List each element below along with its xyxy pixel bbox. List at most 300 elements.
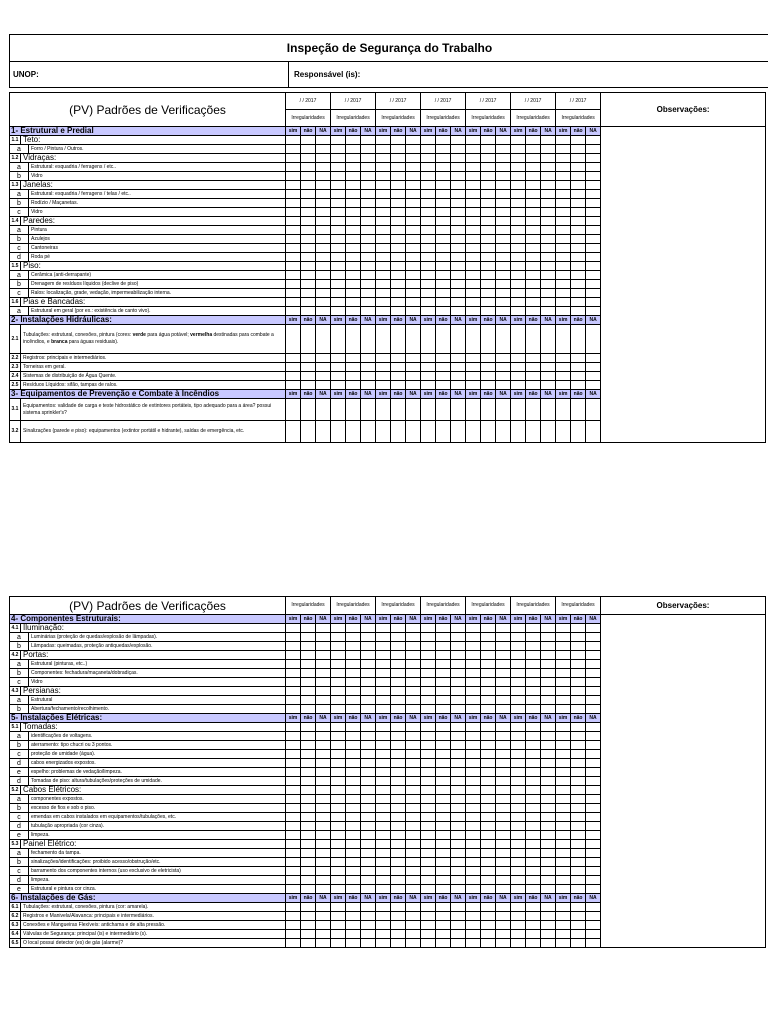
checkbox-cell[interactable] bbox=[511, 253, 526, 262]
checkbox-cell[interactable] bbox=[496, 217, 511, 226]
checkbox-cell[interactable] bbox=[556, 226, 571, 235]
checkbox-cell[interactable] bbox=[556, 768, 571, 777]
checkbox-cell[interactable] bbox=[466, 363, 481, 372]
checkbox-cell[interactable] bbox=[481, 145, 496, 154]
checkbox-cell[interactable] bbox=[481, 136, 496, 145]
checkbox-cell[interactable] bbox=[376, 867, 391, 876]
checkbox-cell[interactable] bbox=[496, 163, 511, 172]
checkbox-cell[interactable] bbox=[586, 768, 601, 777]
checkbox-cell[interactable] bbox=[466, 145, 481, 154]
checkbox-cell[interactable] bbox=[316, 813, 331, 822]
checkbox-cell[interactable] bbox=[316, 804, 331, 813]
checkbox-cell[interactable] bbox=[301, 840, 316, 849]
checkbox-cell[interactable] bbox=[556, 208, 571, 217]
checkbox-cell[interactable] bbox=[331, 226, 346, 235]
checkbox-cell[interactable] bbox=[571, 660, 586, 669]
checkbox-cell[interactable] bbox=[496, 262, 511, 271]
checkbox-cell[interactable] bbox=[316, 172, 331, 181]
checkbox-cell[interactable] bbox=[346, 199, 361, 208]
checkbox-cell[interactable] bbox=[556, 687, 571, 696]
checkbox-cell[interactable] bbox=[556, 921, 571, 930]
checkbox-cell[interactable] bbox=[301, 876, 316, 885]
checkbox-cell[interactable] bbox=[556, 678, 571, 687]
checkbox-cell[interactable] bbox=[511, 624, 526, 633]
checkbox-cell[interactable] bbox=[331, 867, 346, 876]
checkbox-cell[interactable] bbox=[586, 136, 601, 145]
checkbox-cell[interactable] bbox=[316, 741, 331, 750]
checkbox-cell[interactable] bbox=[406, 669, 421, 678]
checkbox-cell[interactable] bbox=[436, 624, 451, 633]
checkbox-cell[interactable] bbox=[316, 163, 331, 172]
checkbox-cell[interactable] bbox=[586, 325, 601, 354]
checkbox-cell[interactable] bbox=[376, 669, 391, 678]
checkbox-cell[interactable] bbox=[556, 867, 571, 876]
checkbox-cell[interactable] bbox=[301, 421, 316, 443]
checkbox-cell[interactable] bbox=[466, 921, 481, 930]
checkbox-cell[interactable] bbox=[541, 199, 556, 208]
checkbox-cell[interactable] bbox=[391, 903, 406, 912]
checkbox-cell[interactable] bbox=[481, 262, 496, 271]
checkbox-cell[interactable] bbox=[331, 660, 346, 669]
checkbox-cell[interactable] bbox=[316, 307, 331, 316]
checkbox-cell[interactable] bbox=[586, 813, 601, 822]
checkbox-cell[interactable] bbox=[586, 163, 601, 172]
checkbox-cell[interactable] bbox=[316, 669, 331, 678]
checkbox-cell[interactable] bbox=[511, 208, 526, 217]
checkbox-cell[interactable] bbox=[301, 172, 316, 181]
checkbox-cell[interactable] bbox=[331, 741, 346, 750]
checkbox-cell[interactable] bbox=[286, 381, 301, 390]
checkbox-cell[interactable] bbox=[526, 840, 541, 849]
checkbox-cell[interactable] bbox=[361, 190, 376, 199]
checkbox-cell[interactable] bbox=[331, 840, 346, 849]
checkbox-cell[interactable] bbox=[511, 903, 526, 912]
checkbox-cell[interactable] bbox=[451, 235, 466, 244]
checkbox-cell[interactable] bbox=[526, 867, 541, 876]
checkbox-cell[interactable] bbox=[466, 381, 481, 390]
checkbox-cell[interactable] bbox=[466, 849, 481, 858]
checkbox-cell[interactable] bbox=[526, 363, 541, 372]
checkbox-cell[interactable] bbox=[541, 399, 556, 421]
checkbox-cell[interactable] bbox=[421, 912, 436, 921]
checkbox-cell[interactable] bbox=[481, 687, 496, 696]
checkbox-cell[interactable] bbox=[286, 399, 301, 421]
checkbox-cell[interactable] bbox=[286, 921, 301, 930]
checkbox-cell[interactable] bbox=[541, 226, 556, 235]
checkbox-cell[interactable] bbox=[316, 154, 331, 163]
checkbox-cell[interactable] bbox=[496, 145, 511, 154]
checkbox-cell[interactable] bbox=[376, 363, 391, 372]
checkbox-cell[interactable] bbox=[301, 244, 316, 253]
checkbox-cell[interactable] bbox=[481, 244, 496, 253]
checkbox-cell[interactable] bbox=[376, 678, 391, 687]
checkbox-cell[interactable] bbox=[421, 363, 436, 372]
checkbox-cell[interactable] bbox=[391, 633, 406, 642]
checkbox-cell[interactable] bbox=[421, 732, 436, 741]
checkbox-cell[interactable] bbox=[406, 307, 421, 316]
checkbox-cell[interactable] bbox=[466, 741, 481, 750]
checkbox-cell[interactable] bbox=[571, 363, 586, 372]
checkbox-cell[interactable] bbox=[586, 669, 601, 678]
checkbox-cell[interactable] bbox=[571, 235, 586, 244]
checkbox-cell[interactable] bbox=[586, 741, 601, 750]
checkbox-cell[interactable] bbox=[421, 163, 436, 172]
checkbox-cell[interactable] bbox=[376, 768, 391, 777]
checkbox-cell[interactable] bbox=[376, 325, 391, 354]
checkbox-cell[interactable] bbox=[406, 298, 421, 307]
checkbox-cell[interactable] bbox=[496, 795, 511, 804]
checkbox-cell[interactable] bbox=[346, 642, 361, 651]
checkbox-cell[interactable] bbox=[361, 696, 376, 705]
checkbox-cell[interactable] bbox=[556, 145, 571, 154]
checkbox-cell[interactable] bbox=[421, 921, 436, 930]
checkbox-cell[interactable] bbox=[511, 669, 526, 678]
checkbox-cell[interactable] bbox=[586, 244, 601, 253]
checkbox-cell[interactable] bbox=[481, 939, 496, 948]
checkbox-cell[interactable] bbox=[286, 777, 301, 786]
checkbox-cell[interactable] bbox=[466, 154, 481, 163]
checkbox-cell[interactable] bbox=[331, 145, 346, 154]
checkbox-cell[interactable] bbox=[406, 253, 421, 262]
checkbox-cell[interactable] bbox=[586, 822, 601, 831]
checkbox-cell[interactable] bbox=[361, 687, 376, 696]
checkbox-cell[interactable] bbox=[391, 217, 406, 226]
checkbox-cell[interactable] bbox=[451, 271, 466, 280]
checkbox-cell[interactable] bbox=[466, 244, 481, 253]
checkbox-cell[interactable] bbox=[556, 660, 571, 669]
checkbox-cell[interactable] bbox=[361, 298, 376, 307]
checkbox-cell[interactable] bbox=[316, 633, 331, 642]
observacoes-cell[interactable] bbox=[601, 615, 766, 948]
checkbox-cell[interactable] bbox=[436, 363, 451, 372]
checkbox-cell[interactable] bbox=[421, 759, 436, 768]
checkbox-cell[interactable] bbox=[586, 307, 601, 316]
checkbox-cell[interactable] bbox=[316, 939, 331, 948]
checkbox-cell[interactable] bbox=[481, 795, 496, 804]
checkbox-cell[interactable] bbox=[436, 795, 451, 804]
checkbox-cell[interactable] bbox=[586, 795, 601, 804]
checkbox-cell[interactable] bbox=[436, 867, 451, 876]
checkbox-cell[interactable] bbox=[301, 912, 316, 921]
checkbox-cell[interactable] bbox=[301, 399, 316, 421]
checkbox-cell[interactable] bbox=[451, 145, 466, 154]
checkbox-cell[interactable] bbox=[526, 750, 541, 759]
checkbox-cell[interactable] bbox=[451, 840, 466, 849]
checkbox-cell[interactable] bbox=[436, 840, 451, 849]
checkbox-cell[interactable] bbox=[406, 822, 421, 831]
checkbox-cell[interactable] bbox=[466, 822, 481, 831]
checkbox-cell[interactable] bbox=[496, 732, 511, 741]
checkbox-cell[interactable] bbox=[391, 399, 406, 421]
checkbox-cell[interactable] bbox=[526, 253, 541, 262]
checkbox-cell[interactable] bbox=[526, 372, 541, 381]
checkbox-cell[interactable] bbox=[391, 244, 406, 253]
checkbox-cell[interactable] bbox=[421, 687, 436, 696]
checkbox-cell[interactable] bbox=[331, 696, 346, 705]
checkbox-cell[interactable] bbox=[346, 226, 361, 235]
checkbox-cell[interactable] bbox=[526, 244, 541, 253]
checkbox-cell[interactable] bbox=[526, 786, 541, 795]
checkbox-cell[interactable] bbox=[421, 939, 436, 948]
checkbox-cell[interactable] bbox=[391, 372, 406, 381]
checkbox-cell[interactable] bbox=[346, 759, 361, 768]
checkbox-cell[interactable] bbox=[511, 858, 526, 867]
checkbox-cell[interactable] bbox=[436, 813, 451, 822]
checkbox-cell[interactable] bbox=[556, 876, 571, 885]
checkbox-cell[interactable] bbox=[586, 696, 601, 705]
checkbox-cell[interactable] bbox=[286, 226, 301, 235]
checkbox-cell[interactable] bbox=[436, 136, 451, 145]
checkbox-cell[interactable] bbox=[481, 253, 496, 262]
checkbox-cell[interactable] bbox=[331, 280, 346, 289]
checkbox-cell[interactable] bbox=[391, 154, 406, 163]
checkbox-cell[interactable] bbox=[511, 660, 526, 669]
checkbox-cell[interactable] bbox=[511, 750, 526, 759]
checkbox-cell[interactable] bbox=[376, 372, 391, 381]
checkbox-cell[interactable] bbox=[331, 624, 346, 633]
checkbox-cell[interactable] bbox=[391, 804, 406, 813]
checkbox-cell[interactable] bbox=[451, 190, 466, 199]
checkbox-cell[interactable] bbox=[316, 930, 331, 939]
checkbox-cell[interactable] bbox=[451, 181, 466, 190]
checkbox-cell[interactable] bbox=[436, 262, 451, 271]
checkbox-cell[interactable] bbox=[331, 298, 346, 307]
checkbox-cell[interactable] bbox=[541, 235, 556, 244]
checkbox-cell[interactable] bbox=[391, 325, 406, 354]
checkbox-cell[interactable] bbox=[286, 768, 301, 777]
checkbox-cell[interactable] bbox=[361, 421, 376, 443]
checkbox-cell[interactable] bbox=[526, 289, 541, 298]
checkbox-cell[interactable] bbox=[286, 804, 301, 813]
checkbox-cell[interactable] bbox=[301, 381, 316, 390]
checkbox-cell[interactable] bbox=[391, 253, 406, 262]
checkbox-cell[interactable] bbox=[421, 849, 436, 858]
checkbox-cell[interactable] bbox=[451, 678, 466, 687]
checkbox-cell[interactable] bbox=[556, 363, 571, 372]
checkbox-cell[interactable] bbox=[421, 226, 436, 235]
checkbox-cell[interactable] bbox=[496, 307, 511, 316]
checkbox-cell[interactable] bbox=[286, 298, 301, 307]
checkbox-cell[interactable] bbox=[331, 421, 346, 443]
checkbox-cell[interactable] bbox=[556, 298, 571, 307]
checkbox-cell[interactable] bbox=[316, 867, 331, 876]
checkbox-cell[interactable] bbox=[421, 930, 436, 939]
checkbox-cell[interactable] bbox=[376, 217, 391, 226]
checkbox-cell[interactable] bbox=[586, 831, 601, 840]
checkbox-cell[interactable] bbox=[316, 253, 331, 262]
checkbox-cell[interactable] bbox=[496, 849, 511, 858]
checkbox-cell[interactable] bbox=[331, 669, 346, 678]
checkbox-cell[interactable] bbox=[301, 642, 316, 651]
checkbox-cell[interactable] bbox=[316, 363, 331, 372]
checkbox-cell[interactable] bbox=[361, 136, 376, 145]
checkbox-cell[interactable] bbox=[571, 849, 586, 858]
checkbox-cell[interactable] bbox=[316, 660, 331, 669]
checkbox-cell[interactable] bbox=[361, 642, 376, 651]
checkbox-cell[interactable] bbox=[571, 624, 586, 633]
checkbox-cell[interactable] bbox=[541, 840, 556, 849]
checkbox-cell[interactable] bbox=[436, 307, 451, 316]
checkbox-cell[interactable] bbox=[406, 921, 421, 930]
checkbox-cell[interactable] bbox=[496, 624, 511, 633]
checkbox-cell[interactable] bbox=[391, 750, 406, 759]
checkbox-cell[interactable] bbox=[451, 354, 466, 363]
checkbox-cell[interactable] bbox=[556, 172, 571, 181]
checkbox-cell[interactable] bbox=[481, 226, 496, 235]
checkbox-cell[interactable] bbox=[586, 381, 601, 390]
checkbox-cell[interactable] bbox=[391, 199, 406, 208]
checkbox-cell[interactable] bbox=[316, 849, 331, 858]
checkbox-cell[interactable] bbox=[496, 930, 511, 939]
checkbox-cell[interactable] bbox=[466, 831, 481, 840]
checkbox-cell[interactable] bbox=[346, 867, 361, 876]
checkbox-cell[interactable] bbox=[331, 163, 346, 172]
checkbox-cell[interactable] bbox=[421, 678, 436, 687]
checkbox-cell[interactable] bbox=[496, 759, 511, 768]
checkbox-cell[interactable] bbox=[391, 723, 406, 732]
checkbox-cell[interactable] bbox=[571, 289, 586, 298]
checkbox-cell[interactable] bbox=[571, 325, 586, 354]
checkbox-cell[interactable] bbox=[316, 145, 331, 154]
checkbox-cell[interactable] bbox=[376, 687, 391, 696]
checkbox-cell[interactable] bbox=[331, 705, 346, 714]
checkbox-cell[interactable] bbox=[436, 930, 451, 939]
checkbox-cell[interactable] bbox=[466, 939, 481, 948]
checkbox-cell[interactable] bbox=[376, 939, 391, 948]
checkbox-cell[interactable] bbox=[451, 687, 466, 696]
checkbox-cell[interactable] bbox=[421, 867, 436, 876]
checkbox-cell[interactable] bbox=[511, 777, 526, 786]
checkbox-cell[interactable] bbox=[556, 858, 571, 867]
checkbox-cell[interactable] bbox=[436, 903, 451, 912]
checkbox-cell[interactable] bbox=[391, 831, 406, 840]
checkbox-cell[interactable] bbox=[346, 354, 361, 363]
checkbox-cell[interactable] bbox=[316, 642, 331, 651]
checkbox-cell[interactable] bbox=[361, 235, 376, 244]
checkbox-cell[interactable] bbox=[571, 381, 586, 390]
checkbox-cell[interactable] bbox=[406, 325, 421, 354]
checkbox-cell[interactable] bbox=[316, 325, 331, 354]
checkbox-cell[interactable] bbox=[346, 253, 361, 262]
checkbox-cell[interactable] bbox=[436, 163, 451, 172]
checkbox-cell[interactable] bbox=[571, 777, 586, 786]
checkbox-cell[interactable] bbox=[556, 741, 571, 750]
checkbox-cell[interactable] bbox=[481, 804, 496, 813]
checkbox-cell[interactable] bbox=[496, 421, 511, 443]
checkbox-cell[interactable] bbox=[466, 199, 481, 208]
checkbox-cell[interactable] bbox=[481, 822, 496, 831]
checkbox-cell[interactable] bbox=[346, 750, 361, 759]
checkbox-cell[interactable] bbox=[331, 363, 346, 372]
checkbox-cell[interactable] bbox=[541, 642, 556, 651]
checkbox-cell[interactable] bbox=[541, 208, 556, 217]
checkbox-cell[interactable] bbox=[571, 804, 586, 813]
checkbox-cell[interactable] bbox=[451, 208, 466, 217]
checkbox-cell[interactable] bbox=[361, 244, 376, 253]
checkbox-cell[interactable] bbox=[436, 226, 451, 235]
checkbox-cell[interactable] bbox=[406, 226, 421, 235]
checkbox-cell[interactable] bbox=[586, 732, 601, 741]
checkbox-cell[interactable] bbox=[286, 687, 301, 696]
checkbox-cell[interactable] bbox=[541, 372, 556, 381]
checkbox-cell[interactable] bbox=[286, 262, 301, 271]
checkbox-cell[interactable] bbox=[346, 885, 361, 894]
checkbox-cell[interactable] bbox=[421, 885, 436, 894]
checkbox-cell[interactable] bbox=[571, 696, 586, 705]
checkbox-cell[interactable] bbox=[376, 804, 391, 813]
checkbox-cell[interactable] bbox=[406, 363, 421, 372]
checkbox-cell[interactable] bbox=[496, 858, 511, 867]
checkbox-cell[interactable] bbox=[451, 280, 466, 289]
checkbox-cell[interactable] bbox=[286, 289, 301, 298]
checkbox-cell[interactable] bbox=[511, 289, 526, 298]
checkbox-cell[interactable] bbox=[346, 624, 361, 633]
checkbox-cell[interactable] bbox=[436, 876, 451, 885]
checkbox-cell[interactable] bbox=[571, 642, 586, 651]
checkbox-cell[interactable] bbox=[481, 372, 496, 381]
checkbox-cell[interactable] bbox=[286, 642, 301, 651]
checkbox-cell[interactable] bbox=[571, 271, 586, 280]
checkbox-cell[interactable] bbox=[526, 768, 541, 777]
checkbox-cell[interactable] bbox=[301, 777, 316, 786]
checkbox-cell[interactable] bbox=[361, 813, 376, 822]
checkbox-cell[interactable] bbox=[541, 804, 556, 813]
checkbox-cell[interactable] bbox=[286, 813, 301, 822]
checkbox-cell[interactable] bbox=[316, 759, 331, 768]
checkbox-cell[interactable] bbox=[316, 696, 331, 705]
checkbox-cell[interactable] bbox=[526, 271, 541, 280]
checkbox-cell[interactable] bbox=[391, 732, 406, 741]
checkbox-cell[interactable] bbox=[361, 930, 376, 939]
checkbox-cell[interactable] bbox=[466, 262, 481, 271]
checkbox-cell[interactable] bbox=[406, 687, 421, 696]
checkbox-cell[interactable] bbox=[301, 226, 316, 235]
checkbox-cell[interactable] bbox=[556, 199, 571, 208]
checkbox-cell[interactable] bbox=[526, 822, 541, 831]
checkbox-cell[interactable] bbox=[301, 867, 316, 876]
checkbox-cell[interactable] bbox=[286, 181, 301, 190]
checkbox-cell[interactable] bbox=[406, 190, 421, 199]
checkbox-cell[interactable] bbox=[346, 244, 361, 253]
checkbox-cell[interactable] bbox=[331, 795, 346, 804]
checkbox-cell[interactable] bbox=[316, 235, 331, 244]
checkbox-cell[interactable] bbox=[541, 768, 556, 777]
checkbox-cell[interactable] bbox=[496, 813, 511, 822]
checkbox-cell[interactable] bbox=[301, 651, 316, 660]
checkbox-cell[interactable] bbox=[451, 912, 466, 921]
checkbox-cell[interactable] bbox=[526, 633, 541, 642]
checkbox-cell[interactable] bbox=[301, 145, 316, 154]
checkbox-cell[interactable] bbox=[526, 307, 541, 316]
checkbox-cell[interactable] bbox=[556, 136, 571, 145]
checkbox-cell[interactable] bbox=[481, 696, 496, 705]
checkbox-cell[interactable] bbox=[466, 633, 481, 642]
checkbox-cell[interactable] bbox=[391, 687, 406, 696]
checkbox-cell[interactable] bbox=[526, 912, 541, 921]
checkbox-cell[interactable] bbox=[511, 363, 526, 372]
checkbox-cell[interactable] bbox=[511, 244, 526, 253]
checkbox-cell[interactable] bbox=[496, 822, 511, 831]
checkbox-cell[interactable] bbox=[556, 705, 571, 714]
checkbox-cell[interactable] bbox=[436, 244, 451, 253]
checkbox-cell[interactable] bbox=[376, 235, 391, 244]
checkbox-cell[interactable] bbox=[391, 642, 406, 651]
checkbox-cell[interactable] bbox=[556, 253, 571, 262]
checkbox-cell[interactable] bbox=[556, 325, 571, 354]
checkbox-cell[interactable] bbox=[421, 190, 436, 199]
checkbox-cell[interactable] bbox=[436, 921, 451, 930]
checkbox-cell[interactable] bbox=[541, 741, 556, 750]
